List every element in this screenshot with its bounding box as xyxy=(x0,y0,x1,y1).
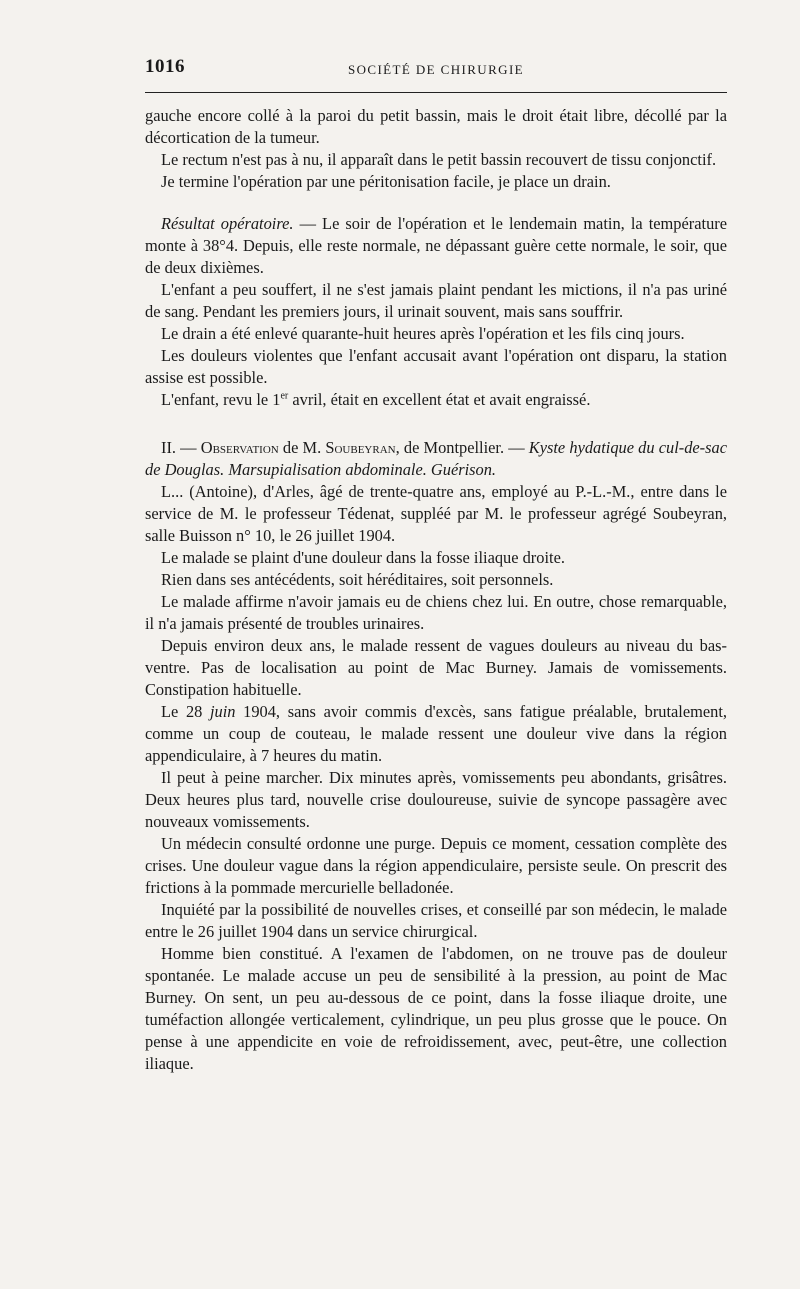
result-text: — Le soir de l'opération et le lendemain matin, la température monte à 38°4. Depuis, elle reste normale, ne dépassant guère cette normale, le soir, que de deux dixièmes. xyxy=(145,214,727,277)
paragraph: Il peut à peine marcher. Dix minutes après, vomissements peu abondants, grisâtres. Deux heures plus tard, nouvelle crise douloureuse, suivie de syncope passagère avec nouveaux vomissements. xyxy=(145,768,727,831)
body-text xyxy=(145,105,727,1075)
observation-number: II. — xyxy=(161,438,201,457)
paragraph: Homme bien constitué. A l'examen de l'abdomen, on ne trouve pas de douleur spontanée. Le malade accuse un peu de sensibilité à la pression, au point de Mac Burney. On sent, un peu au-dessous de ce point, dans la fosse iliaque droite, une tuméfaction allongée verticalement, cylindrique, un peu plus grosse que le pouce. On pense à une appendicite en voie de refroidissement, avec, peut-être, une collection iliaque. xyxy=(145,944,727,1073)
observation-title: Kyste hydatique du cul-de-sac de Douglas. Marsupialisation abdominale. Guérison. xyxy=(145,438,727,479)
page xyxy=(145,48,727,1075)
text-run: , de Montpellier. — xyxy=(395,438,529,457)
italic-date: juin xyxy=(210,702,236,721)
paragraph: Le malade se plaint d'une douleur dans la fosse iliaque droite. xyxy=(161,548,565,567)
paragraph-last xyxy=(145,389,727,411)
spacer xyxy=(145,411,727,437)
paragraph-juin xyxy=(145,701,727,767)
text-run: Le 28 xyxy=(161,702,210,721)
paragraph: Je termine l'opération par une péritonisation facile, je place un drain. xyxy=(161,172,611,191)
text-run: de M. xyxy=(278,438,326,457)
paragraph: Depuis environ deux ans, le malade ressent de vagues douleurs au niveau du bas-ventre. Pas de localisation au point de Mac Burney. Jamais de vomissements. Constipation habituelle. xyxy=(145,636,727,699)
page-number: 1016 xyxy=(145,56,185,77)
paragraph: Le malade affirme n'avoir jamais eu de chiens chez lui. En outre, chose remarquable, il n'a jamais présenté de troubles urinaires. xyxy=(145,592,727,633)
result-label: Résultat opératoire. xyxy=(161,214,294,233)
observation-author: Soubeyran xyxy=(325,438,396,457)
superscript: er xyxy=(280,390,289,402)
observation-heading xyxy=(145,437,727,481)
paragraph: Rien dans ses antécédents, soit héréditaires, soit personnels. xyxy=(161,570,554,589)
text-run: L'enfant, revu le 1 xyxy=(161,390,281,409)
text-run: avril, était en excellent état et avait engraissé. xyxy=(288,390,591,409)
spacer xyxy=(145,193,727,213)
observation-label: Observation xyxy=(200,438,279,457)
paragraph: Les douleurs violentes que l'enfant accusait avant l'opération ont disparu, la station assise est possible. xyxy=(145,346,727,387)
paragraph: L... (Antoine), d'Arles, âgé de trente-quatre ans, employé au P.-L.-M., entre dans le service de M. le professeur Tédenat, suppléé par M. le professeur agrégé Soubeyran, salle Buisson n° 10, le 26 juillet 1904. xyxy=(145,482,727,545)
result-paragraph xyxy=(145,213,727,279)
paragraph: Inquiété par la possibilité de nouvelles crises, et conseillé par son médecin, le malade entre le 26 juillet 1904 dans un service chirurgical. xyxy=(145,900,727,941)
paragraph: L'enfant a peu souffert, il ne s'est jamais plaint pendant les mictions, il n'a pas uriné de sang. Pendant les premiers jours, il urinait souvent, mais sans souffrir. xyxy=(145,280,727,321)
paragraph: Un médecin consulté ordonne une purge. Depuis ce moment, cessation complète des crises. Une douleur vague dans la région appendiculaire, persiste seule. On prescrit des frictions à la pommade mercurielle belladonée. xyxy=(145,834,727,897)
text-run: 1904, sans avoir commis d'excès, sans fatigue préalable, brutalement, comme un coup de couteau, le malade ressent une douleur vive dans la région appendiculaire, à 7 heures du matin. xyxy=(145,702,727,765)
running-title: SOCIÉTÉ DE CHIRURGIE xyxy=(347,62,525,77)
paragraph: Le drain a été enlevé quarante-huit heures après l'opération et les fils cinq jours. xyxy=(161,324,685,343)
header-rule xyxy=(145,92,727,93)
paragraph: gauche encore collé à la paroi du petit bassin, mais le droit était libre, décollé par la décortication de la tumeur. xyxy=(145,106,727,147)
running-header xyxy=(145,48,727,84)
paragraph: Le rectum n'est pas à nu, il apparaît dans le petit bassin recouvert de tissu conjonctif. xyxy=(161,150,717,169)
